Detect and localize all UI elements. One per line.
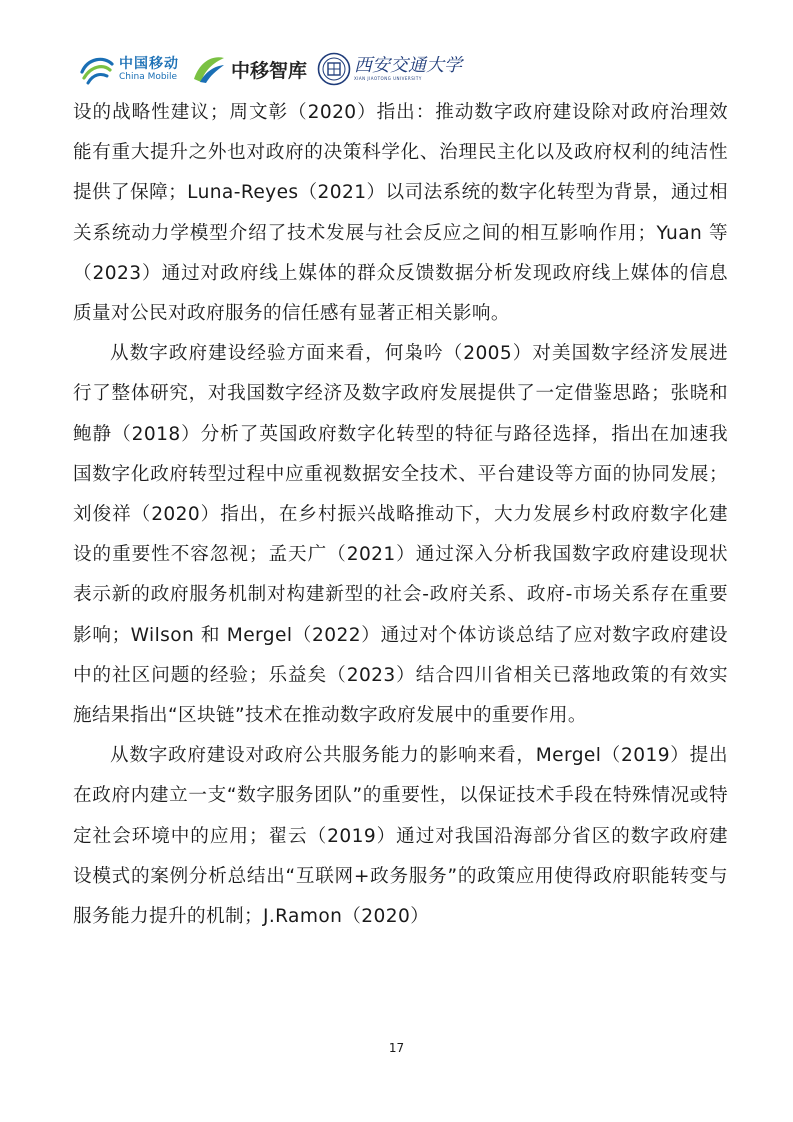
page-header xyxy=(78,48,462,90)
china-mobile-name-cn: 中国移动 xyxy=(119,55,179,72)
paragraph-2: 从数字政府建设经验方面来看，何枭吟（2005）对美国数字经济发展进行了整体研究，对我国数字经济及数字政府发展提供了一定借鉴思路；张晓和鲍静（2018）分析了英国政府数字化转型的特征与路径选择，指出在加速我国数字化政府转型过程中应重视数据安全技术、平台建设等方面的协同发展；刘俊祥（2020）指出，在乡村振兴战略推动下，大力发展乡村政府数字化建设的重要性不容忽视；孟天广（2021）通过深入分析我国数字政府建设现状表示新的政府服务机制对构建新型的社会-政府关系、政府-市场关系存在重要影响；Wilson 和 Mergel（2022）通过对个体访谈总结了应对数字政府建设中的社区问题的经验；乐益矣（2023）结合四川省相关已落地政策的有效实施结果指出“区块链”技术在推动数字政府发展中的重要作用。 xyxy=(73,343,728,727)
paragraph-3: 从数字政府建设对政府公共服务能力的影响来看，Mergel（2019）提出在政府内建立一支“数字服务团队”的重要性，以保证技术手段在特殊情况或特定社会环境中的应用；翟云（2019）通过对我国沿海部分省区的数字政府建设模式的案例分析总结出“互联网+政务服务”的政策应用使得政府职能转变与服务能力提升的机制；J.Ramon（2020） xyxy=(73,745,728,928)
china-mobile-logo-group xyxy=(78,52,179,86)
xjtu-seal-icon xyxy=(317,52,351,86)
zhongyi-zhiku-name: 中移智库 xyxy=(231,59,308,82)
zhongyi-logo-group xyxy=(191,52,307,86)
body-text xyxy=(73,93,728,937)
paragraph-1: 设的战略性建议；周文彰（2020）指出：推动数字政府建设除对政府治理效能有重大提升之外也对政府的决策科学化、治理民主化以及政府权利的纯洁性提供了保障；Luna-Reyes（2021）以司法系统的数字化转型为背景，通过相关系统动力学模型介绍了技术发展与社会反应之间的相互影响作用；Yuan 等（2023）通过对政府线上媒体的群众反馈数据分析发现政府线上媒体的信息质量对公民对政府服务的信任感有显著正相关影响。 xyxy=(73,102,728,325)
page-number: 17 xyxy=(388,1041,405,1055)
zhongyi-zhiku-logo-icon xyxy=(191,52,227,86)
xjtu-name-cn: 西安交通大学 xyxy=(354,55,463,76)
china-mobile-name-en: China Mobile xyxy=(119,71,178,82)
china-mobile-logo-icon xyxy=(78,52,116,86)
xjtu-name-en: XIAN JIAOTONG UNIVERSITY xyxy=(354,76,422,81)
xjtu-logo-group xyxy=(317,52,462,86)
